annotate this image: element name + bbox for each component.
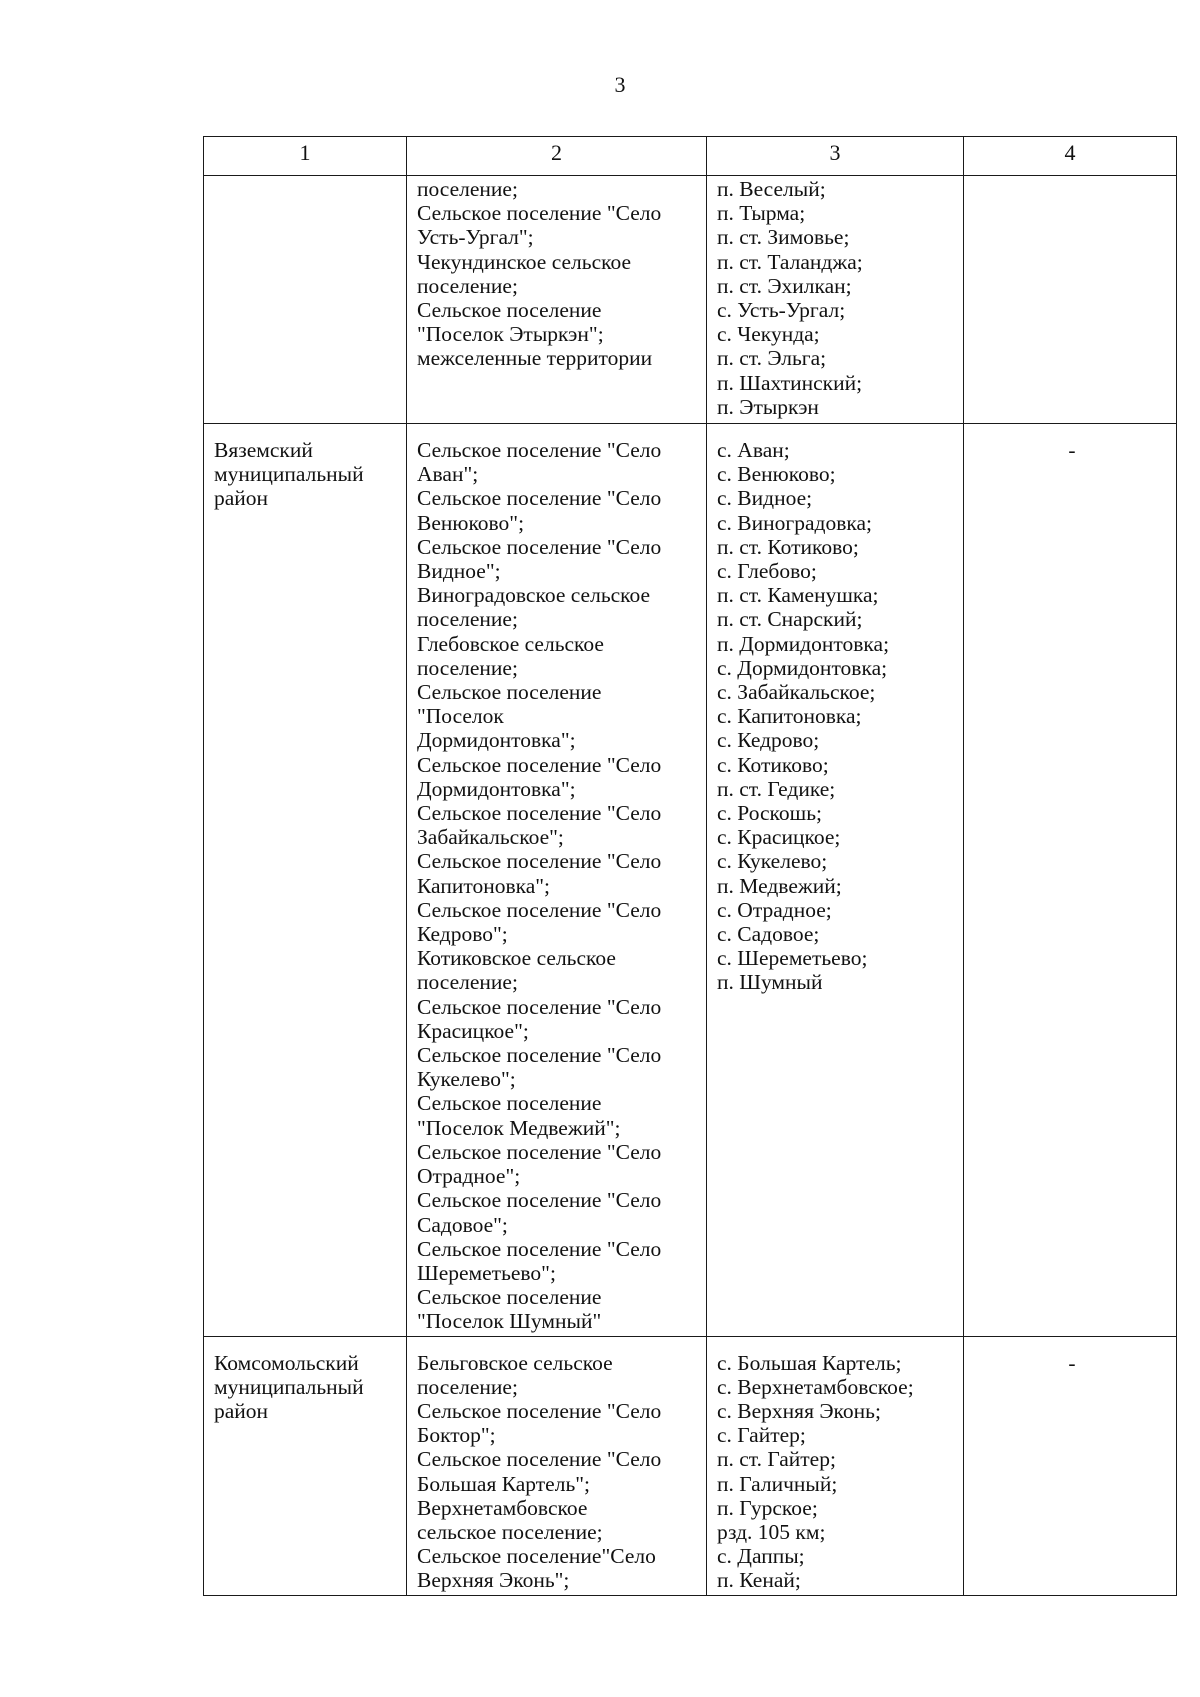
locality-line: п. Гурское; [717,1495,818,1520]
locality-line: с. Верхняя Эконь; [717,1398,881,1423]
localities-cell [707,176,964,424]
settlement-line: Сельское поселение "Село [417,486,662,511]
settlement-line: Аван"; [417,462,479,487]
settlement-line: Сельское поселение [417,298,602,323]
settlement-line: Венюково"; [417,510,525,535]
settlement-line: Забайкальское"; [417,825,564,850]
settlement-line: Дормидонтовка"; [417,776,576,801]
locality-line: с. Котиково; [717,752,829,777]
settlement-line: Боктор"; [417,1423,496,1448]
settlement-line: Верхнетамбовское [417,1495,588,1520]
settlement-line: Дормидонтовка"; [417,728,576,753]
locality-line: п. Кенай; [717,1568,801,1593]
locality-line: с. Чекунда; [717,322,820,347]
settlement-line: Чекундинское сельское [417,249,632,274]
col4-cell: - [964,424,1177,1337]
settlement-line: межселенные территории [417,346,653,371]
settlement-line: поселение; [417,607,518,632]
header-col-2: 2 [407,137,707,176]
settlements-cell [407,424,707,1337]
locality-line: с. Усть-Ургал; [717,298,846,323]
settlement-line: "Поселок Этыркэн"; [417,322,604,347]
locality-line: с. Виноградовка; [717,510,872,535]
locality-line: с. Красицкое; [717,825,841,850]
locality-line: с. Капитоновка; [717,704,862,729]
settlement-line: Сельское поселение [417,1091,602,1116]
locality-line: с. Забайкальское; [717,680,876,705]
district-line: Комсомольский [214,1350,359,1375]
header-col-1: 1 [204,137,407,176]
settlement-line: Сельское поселение [417,1285,602,1310]
locality-line: п. ст. Эхилкан; [717,273,852,298]
settlement-line: поселение; [417,655,518,680]
locality-line: п. Дормидонтовка; [717,631,890,656]
settlement-line: поселение; [417,273,518,298]
settlement-line: Сельское поселение "Село [417,1236,662,1261]
locality-line: п. ст. Каменушка; [717,583,879,608]
locality-line: п. Шахтинский; [717,370,863,395]
settlement-line: Сельское поселение "Село [417,1043,662,1068]
locality-line: п. Галичный; [717,1471,838,1496]
locality-line: п. ст. Эльга; [717,346,827,371]
settlement-line: Шереметьево"; [417,1260,556,1285]
locality-line: п. Шумный [717,970,823,995]
settlement-line: "Поселок [417,704,504,729]
settlement-line: Сельское поселение "Село [417,1188,662,1213]
locality-line: с. Верхнетамбовское; [717,1374,914,1399]
locality-line: п. Медвежий; [717,873,842,898]
settlement-line: Видное"; [417,559,501,584]
locality-line: п. ст. Гайтер; [717,1447,836,1472]
settlement-line: Бельговское сельское [417,1350,613,1375]
settlement-line: Сельское поселение "Село [417,1447,662,1472]
settlement-line: Сельское поселение "Село [417,849,662,874]
settlement-line: Сельское поселение "Село [417,897,662,922]
locality-line: с. Шереметьево; [717,946,868,971]
locality-line: п. Тырма; [717,201,806,226]
settlement-line: Кедрово"; [417,922,508,947]
settlement-line: Сельское поселение "Село [417,1139,662,1164]
locality-line: п. Веселый; [717,177,826,201]
settlements-cell [407,176,707,424]
locality-line: с. Кедрово; [717,728,820,753]
settlement-line: Сельское поселение "Село [417,752,662,777]
district-line: район [214,486,269,511]
settlement-line: Сельское поселение "Село [417,438,662,462]
settlement-line: Виноградовское сельское [417,583,651,608]
settlement-line: Сельское поселение [417,680,602,705]
settlement-line: Большая Картель"; [417,1471,590,1496]
settlement-line: "Поселок Шумный" [417,1309,602,1334]
settlement-line: поселение; [417,177,518,201]
settlement-line: Глебовское сельское [417,631,604,656]
locality-line: п. ст. Снарский; [717,607,863,632]
settlement-line: Капитоновка"; [417,873,551,898]
settlement-line: сельское поселение; [417,1519,603,1544]
settlement-line: "Поселок Медвежий"; [417,1115,621,1140]
table-header [204,137,1177,176]
locality-line: с. Аван; [717,438,790,462]
col4-cell [964,176,1177,424]
settlement-line: Усть-Ургал"; [417,225,534,250]
settlement-line: Кукелево"; [417,1067,516,1092]
settlements-cell [407,1336,707,1595]
locality-line: с. Дормидонтовка; [717,655,888,680]
locality-line: с. Глебово; [717,559,817,584]
locality-line: с. Гайтер; [717,1423,806,1448]
table-row [204,176,1177,424]
settlement-line: поселение; [417,970,518,995]
locality-line: п. ст. Гедике; [717,776,836,801]
district-cell [204,424,407,1337]
localities-cell [707,424,964,1337]
locality-line: п. ст. Таланджа; [717,249,863,274]
settlement-line: Сельское поселение "Село [417,534,662,559]
district-cell [204,1336,407,1595]
locality-line: п. Этыркэн [717,394,819,419]
locality-line: с. Садовое; [717,922,820,947]
settlement-line: Сельское поселение "Село [417,1398,662,1423]
settlement-line: Садовое"; [417,1212,508,1237]
table-row [204,424,1177,1337]
locality-line: с. Большая Картель; [717,1350,902,1375]
locality-line: с. Роскошь; [717,801,822,826]
table-row [204,1336,1177,1595]
locality-line: с. Венюково; [717,462,836,487]
settlement-line: поселение; [417,1374,518,1399]
settlement-line: Сельское поселение "Село [417,994,662,1019]
settlement-line: Сельское поселение "Село [417,201,662,226]
locality-line: рзд. 105 км; [717,1519,826,1544]
district-line: район [214,1398,269,1423]
locality-line: с. Даппы; [717,1544,805,1569]
settlement-line: Верхняя Эконь"; [417,1568,570,1593]
settlement-line: Красицкое"; [417,1018,529,1043]
district-line: Вяземский [214,438,313,462]
header-col-4: 4 [964,137,1177,176]
settlement-line: Отрадное"; [417,1164,521,1189]
settlement-line: Котиковское сельское [417,946,616,971]
settlement-line: Сельское поселение "Село [417,801,662,826]
settlement-line: Сельское поселение"Село [417,1544,656,1569]
localities-cell [707,1336,964,1595]
locality-line: с. Видное; [717,486,813,511]
header-row [204,137,1177,176]
settlements-table [203,136,1177,1596]
district-line: муниципальный [214,462,364,487]
locality-line: п. ст. Котиково; [717,534,859,559]
locality-line: с. Кукелево; [717,849,828,874]
page-number: 3 [614,72,626,97]
table-body [204,176,1177,1596]
col4-cell: - [964,1336,1177,1595]
header-col-3: 3 [707,137,964,176]
locality-line: п. ст. Зимовье; [717,225,850,250]
district-cell [204,176,407,424]
district-line: муниципальный [214,1374,364,1399]
locality-line: с. Отрадное; [717,897,832,922]
